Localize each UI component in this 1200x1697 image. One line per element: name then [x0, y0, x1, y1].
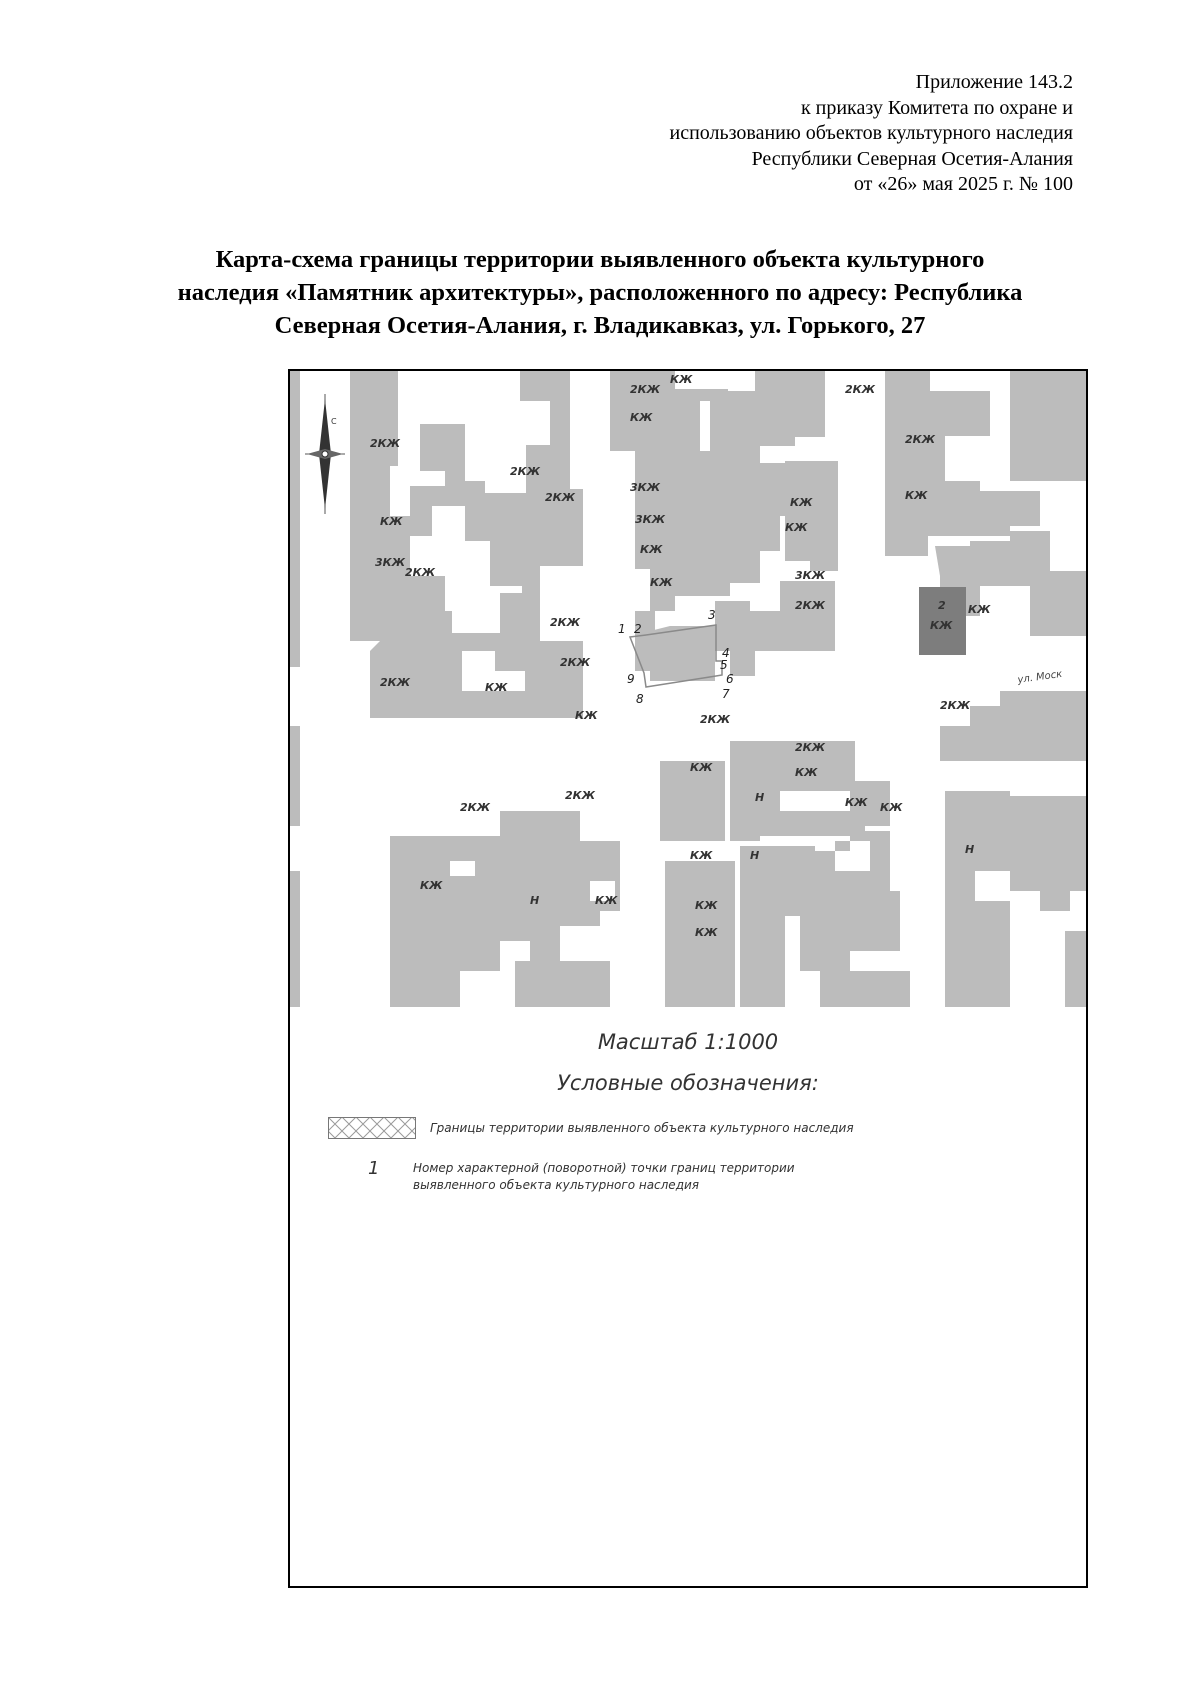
building-label: Н [750, 849, 760, 862]
building-label: КЖ [968, 603, 991, 616]
header-line-5: от «26» мая 2025 г. № 100 [853, 173, 1073, 195]
building-label: КЖ [575, 709, 598, 722]
header-line-3: использованию объектов культурного наследия [669, 122, 1073, 144]
map-scheme [290, 371, 1086, 1007]
street-label: ул. Моск [1016, 668, 1063, 686]
building-label: КЖ [790, 496, 813, 509]
boundary-point-number: 1 [618, 622, 626, 636]
building-label: 2КЖ [380, 676, 411, 689]
building-label: 2КЖ [405, 566, 436, 579]
building-block [515, 961, 610, 1007]
building-label: 3КЖ [635, 513, 666, 526]
building-block [945, 901, 1010, 1007]
building-label: 3КЖ [630, 481, 661, 494]
building-block [350, 371, 583, 641]
header-line-2: к приказу Комитета по охране и [800, 96, 1073, 119]
heritage-object-label-top: 2 [938, 599, 946, 612]
heritage-object-label-bottom: КЖ [930, 619, 953, 632]
boundary-point-number: 3 [708, 608, 716, 622]
boundary-hatch-swatch [328, 1117, 416, 1139]
legend-item-point [368, 1158, 795, 1194]
building-block [700, 401, 710, 451]
document-header [670, 70, 1074, 198]
building-label: Н [755, 791, 765, 804]
title-line-3: Северная Осетия-Алания, г. Владикавказ, ул. Горького, 27 [274, 312, 926, 339]
building-label: 3КЖ [375, 556, 406, 569]
building-label: КЖ [630, 411, 653, 424]
building-label: КЖ [905, 489, 928, 502]
building-block [820, 971, 910, 1007]
building-label: 2КЖ [460, 801, 491, 814]
building-label: КЖ [670, 373, 693, 386]
building-block [780, 791, 850, 811]
building-block [290, 871, 300, 1007]
boundary-point-number: 4 [722, 646, 730, 660]
map-canvas [290, 371, 1086, 1007]
building-label: 2КЖ [700, 713, 731, 726]
building-label: КЖ [380, 515, 403, 528]
document-title [100, 243, 1100, 342]
legend-item-boundary-text: Границы территории выявленного объекта культурного наследия [430, 1121, 854, 1135]
building-label: КЖ [845, 796, 868, 809]
header-line-1: Приложение 143.2 [915, 71, 1073, 93]
boundary-point-number: 7 [722, 687, 730, 701]
road-wedge [635, 611, 655, 671]
title-line-1: Карта-схема границы территории выявленного объекта культурного [215, 246, 985, 273]
building-block [290, 726, 300, 826]
building-label: 2КЖ [940, 699, 971, 712]
heritage-object-layer [919, 587, 966, 655]
building-label: 2КЖ [795, 599, 826, 612]
building-block [1010, 371, 1086, 481]
map-frame [288, 369, 1088, 1588]
building-block [1065, 931, 1086, 1007]
north-arrow-icon [305, 394, 345, 514]
building-label: КЖ [695, 926, 718, 939]
building-block [1030, 571, 1086, 636]
building-label: 2КЖ [845, 383, 876, 396]
boundary-point-number: 2 [634, 622, 642, 636]
legend-point-line-2: выявленного объекта культурного наследия [413, 1178, 700, 1192]
building-label: КЖ [690, 849, 713, 862]
building-label: КЖ [795, 766, 818, 779]
boundary-point-number: 5 [720, 658, 728, 672]
title-line-2: наследия «Памятник архитектуры», расположенного по адресу: Республика [177, 279, 1023, 306]
building-label: 3КЖ [795, 569, 826, 582]
building-label: КЖ [640, 543, 663, 556]
building-block [290, 371, 300, 667]
building-block [785, 461, 838, 571]
building-label: Н [530, 894, 540, 907]
building-label: 2КЖ [905, 433, 936, 446]
building-block [945, 791, 1010, 911]
buildings-layer [290, 371, 1086, 1007]
building-label: 2КЖ [370, 437, 401, 450]
building-label: 2КЖ [510, 465, 541, 478]
building-label: КЖ [420, 879, 443, 892]
building-label: 2КЖ [795, 741, 826, 754]
legend-title: Условные обозначения: [557, 1071, 819, 1095]
building-label: КЖ [880, 801, 903, 814]
building-block [610, 371, 675, 441]
legend-item-point-text [413, 1160, 795, 1194]
building-label: КЖ [690, 761, 713, 774]
building-label: КЖ [485, 681, 508, 694]
scale-label: Масштаб 1:1000 [597, 1030, 779, 1054]
north-label: С [331, 417, 337, 426]
building-label: Н [965, 843, 975, 856]
building-block [650, 626, 715, 681]
header-line-4: Республики Северная Осетия-Алания [751, 147, 1073, 170]
boundary-point-number: 9 [627, 672, 635, 686]
legend-point-marker: 1 [368, 1158, 380, 1179]
legend-point-line-1: Номер характерной (поворотной) точки границ территории [413, 1161, 795, 1175]
building-block [715, 581, 835, 676]
building-label: КЖ [785, 521, 808, 534]
building-block [1010, 796, 1086, 911]
building-block [800, 871, 900, 971]
building-label: 2КЖ [545, 491, 576, 504]
boundary-point-number: 6 [726, 672, 734, 686]
building-block [450, 861, 475, 876]
building-label: КЖ [650, 576, 673, 589]
building-label: 2КЖ [565, 789, 596, 802]
boundary-point-number: 8 [636, 692, 644, 706]
building-label: 2КЖ [550, 616, 581, 629]
building-label: КЖ [695, 899, 718, 912]
building-label: 2КЖ [630, 383, 661, 396]
building-block [520, 371, 552, 401]
legend-item-boundary [328, 1117, 854, 1139]
building-label: 2КЖ [560, 656, 591, 669]
building-label: КЖ [595, 894, 618, 907]
